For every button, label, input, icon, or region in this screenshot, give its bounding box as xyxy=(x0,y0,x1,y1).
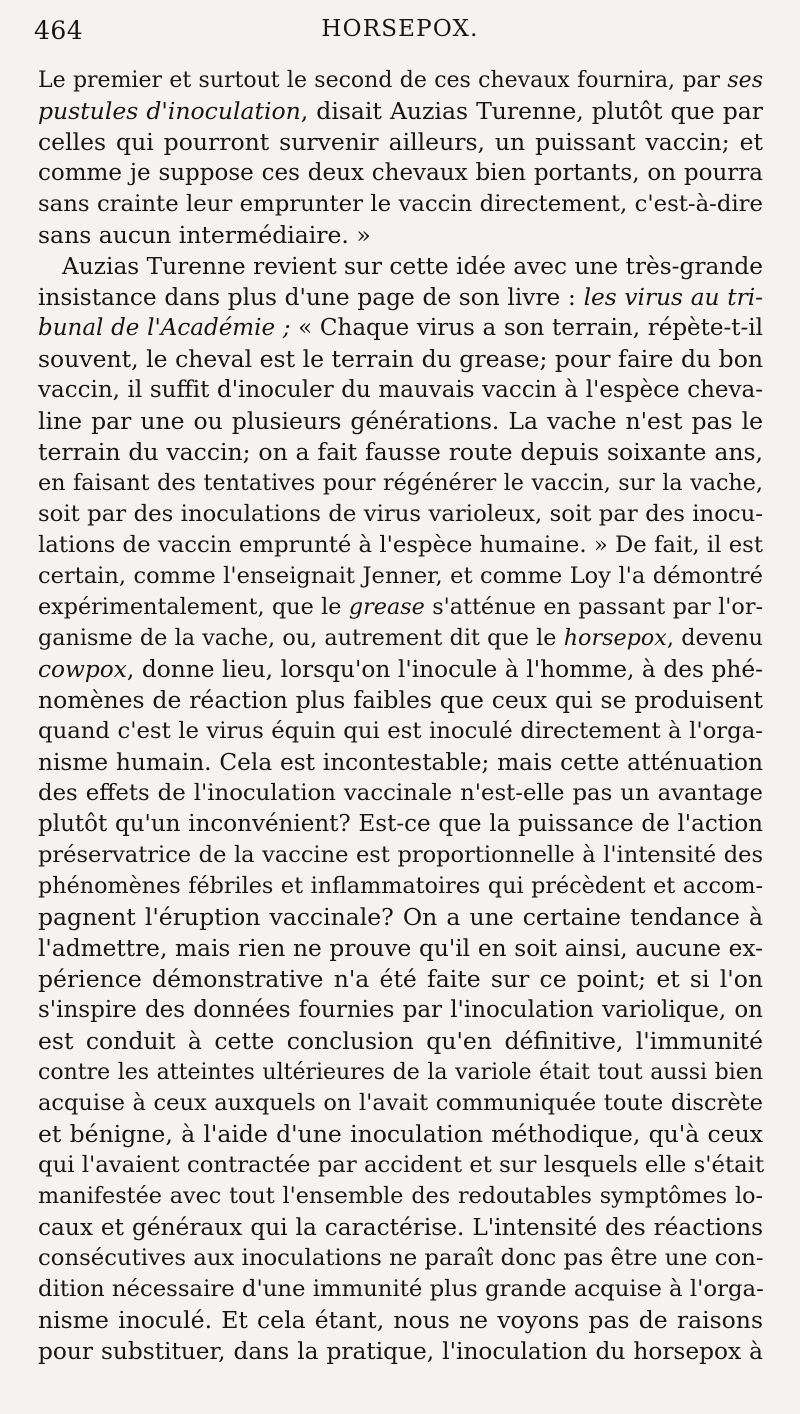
text-segment: quand c'est le virus équin qui est inoculé directement à l'orga- xyxy=(38,718,763,744)
text-segment: est conduit à cette conclusion qu'en définitive, l'immunité xyxy=(38,1027,763,1055)
text-segment: terrain du vaccin; on a fait fausse route depuis soixante ans, xyxy=(38,438,763,466)
text-line xyxy=(38,1119,763,1150)
text-line xyxy=(38,964,763,995)
text-line xyxy=(38,251,763,282)
text-segment: , devenu xyxy=(666,625,764,651)
text-segment: phénomènes fébriles et inflammatoires qui précèdent et accom- xyxy=(38,873,763,899)
text-line xyxy=(38,1026,763,1057)
text-segment: l'admettre, mais rien ne prouve qu'il en soit ainsi, aucune ex- xyxy=(38,935,763,962)
text-segment: Le premier et surtout le second de ces chevaux fournira, par xyxy=(38,68,728,93)
text-segment: périence démonstrative n'a été faite sur ce point; et si l'on xyxy=(38,965,763,993)
text-line xyxy=(38,995,763,1026)
text-line xyxy=(38,1243,763,1274)
italic-text: horsepox xyxy=(563,625,667,651)
text-line xyxy=(38,437,763,468)
text-segment: acquise à ceux auxquels on l'avait communiquée toute discrète xyxy=(38,1090,763,1116)
text-line xyxy=(38,1305,763,1336)
text-line xyxy=(38,344,763,375)
text-segment: sans aucun intermédiaire. » xyxy=(38,221,371,249)
text-line xyxy=(38,1336,763,1367)
text-segment: souvent, le cheval est le terrain du grease; pour faire du bon xyxy=(38,345,763,373)
text-segment: en faisant des tentatives pour régénérer le vaccin, sur la vache, xyxy=(38,470,763,496)
text-line xyxy=(38,1274,763,1305)
text-line xyxy=(38,189,763,220)
text-segment: lations de vaccin emprunté à l'espèce humaine. » De fait, il est xyxy=(38,532,763,558)
text-segment: pagnent l'éruption vaccinale? On a une certaine tendance à xyxy=(38,903,763,931)
text-segment: , donne lieu, lorsqu'on l'inocule à l'homme, à des phé- xyxy=(126,656,763,683)
text-segment: soit par des inoculations de virus varioleux, soit par des inocu- xyxy=(38,501,763,527)
text-line xyxy=(38,406,763,437)
italic-text: grease xyxy=(348,594,425,620)
text-segment: , disait Auzias Turenne, plutôt que par xyxy=(300,97,764,125)
text-segment: comme je suppose ces deux chevaux bien portants, on pourra xyxy=(38,160,763,186)
text-segment: plutôt qu'un inconvénient? Est-ce que la puissance de l'action xyxy=(38,811,763,837)
italic-text: les virus au tri- xyxy=(583,284,763,311)
italic-text: ses xyxy=(727,68,763,93)
text-line xyxy=(38,902,763,933)
text-segment: vaccin, il suffit d'inoculer du mauvais vaccin à l'espèce cheva- xyxy=(38,377,763,403)
text-line xyxy=(38,778,763,809)
text-segment: consécutives aux inoculations ne paraît donc pas être une con- xyxy=(38,1245,764,1271)
text-line xyxy=(38,1057,763,1088)
text-segment: expérimentalement, que le xyxy=(38,594,349,620)
text-line xyxy=(38,499,763,530)
text-segment: préservatrice de la vaccine est proportionnelle à l'intensité des xyxy=(38,842,763,868)
text-segment: qui l'avaient contractée par accident et sur lesquels elle s'était xyxy=(38,1152,765,1178)
text-line xyxy=(38,933,763,964)
text-segment: line par une ou plusieurs générations. La vache n'est pas le xyxy=(38,407,763,435)
italic-text: pustules d'inoculation xyxy=(38,97,301,125)
text-segment: insistance dans plus d'une page de son livre : xyxy=(38,284,584,311)
text-line xyxy=(38,1181,763,1212)
running-head: HORSEPOX. xyxy=(321,16,479,42)
text-line xyxy=(38,313,763,344)
text-segment: s'inspire des données fournies par l'inoculation variolique, on xyxy=(38,997,763,1023)
text-line xyxy=(38,375,763,406)
text-line xyxy=(38,1088,763,1119)
text-segment: des effets de l'inoculation vaccinale n'est-elle pas un avantage xyxy=(38,780,763,806)
text-segment: et bénigne, à l'aide d'une inoculation méthodique, qu'à ceux xyxy=(38,1120,763,1148)
text-line xyxy=(38,158,763,189)
text-line xyxy=(38,592,763,623)
text-line xyxy=(38,716,763,747)
body-text xyxy=(38,65,763,1367)
page-number: 464 xyxy=(34,16,84,45)
text-line xyxy=(38,282,763,313)
text-segment: Auzias Turenne revient sur cette idée avec une très-grande xyxy=(62,253,763,280)
text-segment: caux et généraux qui la caractérise. L'intensité des réactions xyxy=(38,1214,763,1241)
text-line xyxy=(38,809,763,840)
text-segment: s'atténue en passant par l'or- xyxy=(424,594,763,620)
page-header xyxy=(34,16,766,52)
text-segment: nisme humain. Cela est incontestable; mais cette atténuation xyxy=(38,749,763,776)
text-line xyxy=(38,871,763,902)
text-line xyxy=(38,65,763,96)
text-segment: contre les atteintes ultérieures de la variole était tout aussi bien xyxy=(38,1060,763,1085)
text-line xyxy=(38,561,763,592)
text-segment: ganisme de la vache, ou, autrement dit que le xyxy=(38,625,564,651)
text-line xyxy=(38,654,763,685)
text-segment: nomènes de réaction plus faibles que ceux qui se produisent xyxy=(38,686,763,714)
text-line xyxy=(38,96,763,127)
text-segment: pour substituer, dans la pratique, l'inoculation du horsepox à xyxy=(38,1338,763,1365)
text-line xyxy=(38,747,763,778)
italic-text: bunal de l'Académie ; xyxy=(38,315,291,341)
text-line xyxy=(38,220,763,251)
text-line xyxy=(38,530,763,561)
text-segment: dition nécessaire d'une immunité plus grande acquise à l'orga- xyxy=(38,1276,764,1302)
text-line xyxy=(38,840,763,871)
text-segment: nisme inoculé. Et cela étant, nous ne voyons pas de raisons xyxy=(38,1306,763,1334)
text-segment: sans crainte leur emprunter le vaccin directement, c'est-à-dire xyxy=(38,191,763,217)
text-line xyxy=(38,1212,763,1243)
text-line xyxy=(38,127,763,158)
text-segment: celles qui pourront survenir ailleurs, un puissant vaccin; et xyxy=(38,128,763,156)
text-segment: « Chaque virus a son terrain, répète-t-il xyxy=(290,315,764,341)
text-line xyxy=(38,623,763,654)
text-segment: certain, comme l'enseignait Jenner, et comme Loy l'a démontré xyxy=(38,563,763,589)
text-line xyxy=(38,468,763,499)
text-segment: manifestée avec tout l'ensemble des redoutables symptômes lo- xyxy=(38,1183,763,1209)
text-line xyxy=(38,685,763,716)
text-line xyxy=(38,1150,763,1181)
italic-text: cowpox xyxy=(38,656,127,683)
